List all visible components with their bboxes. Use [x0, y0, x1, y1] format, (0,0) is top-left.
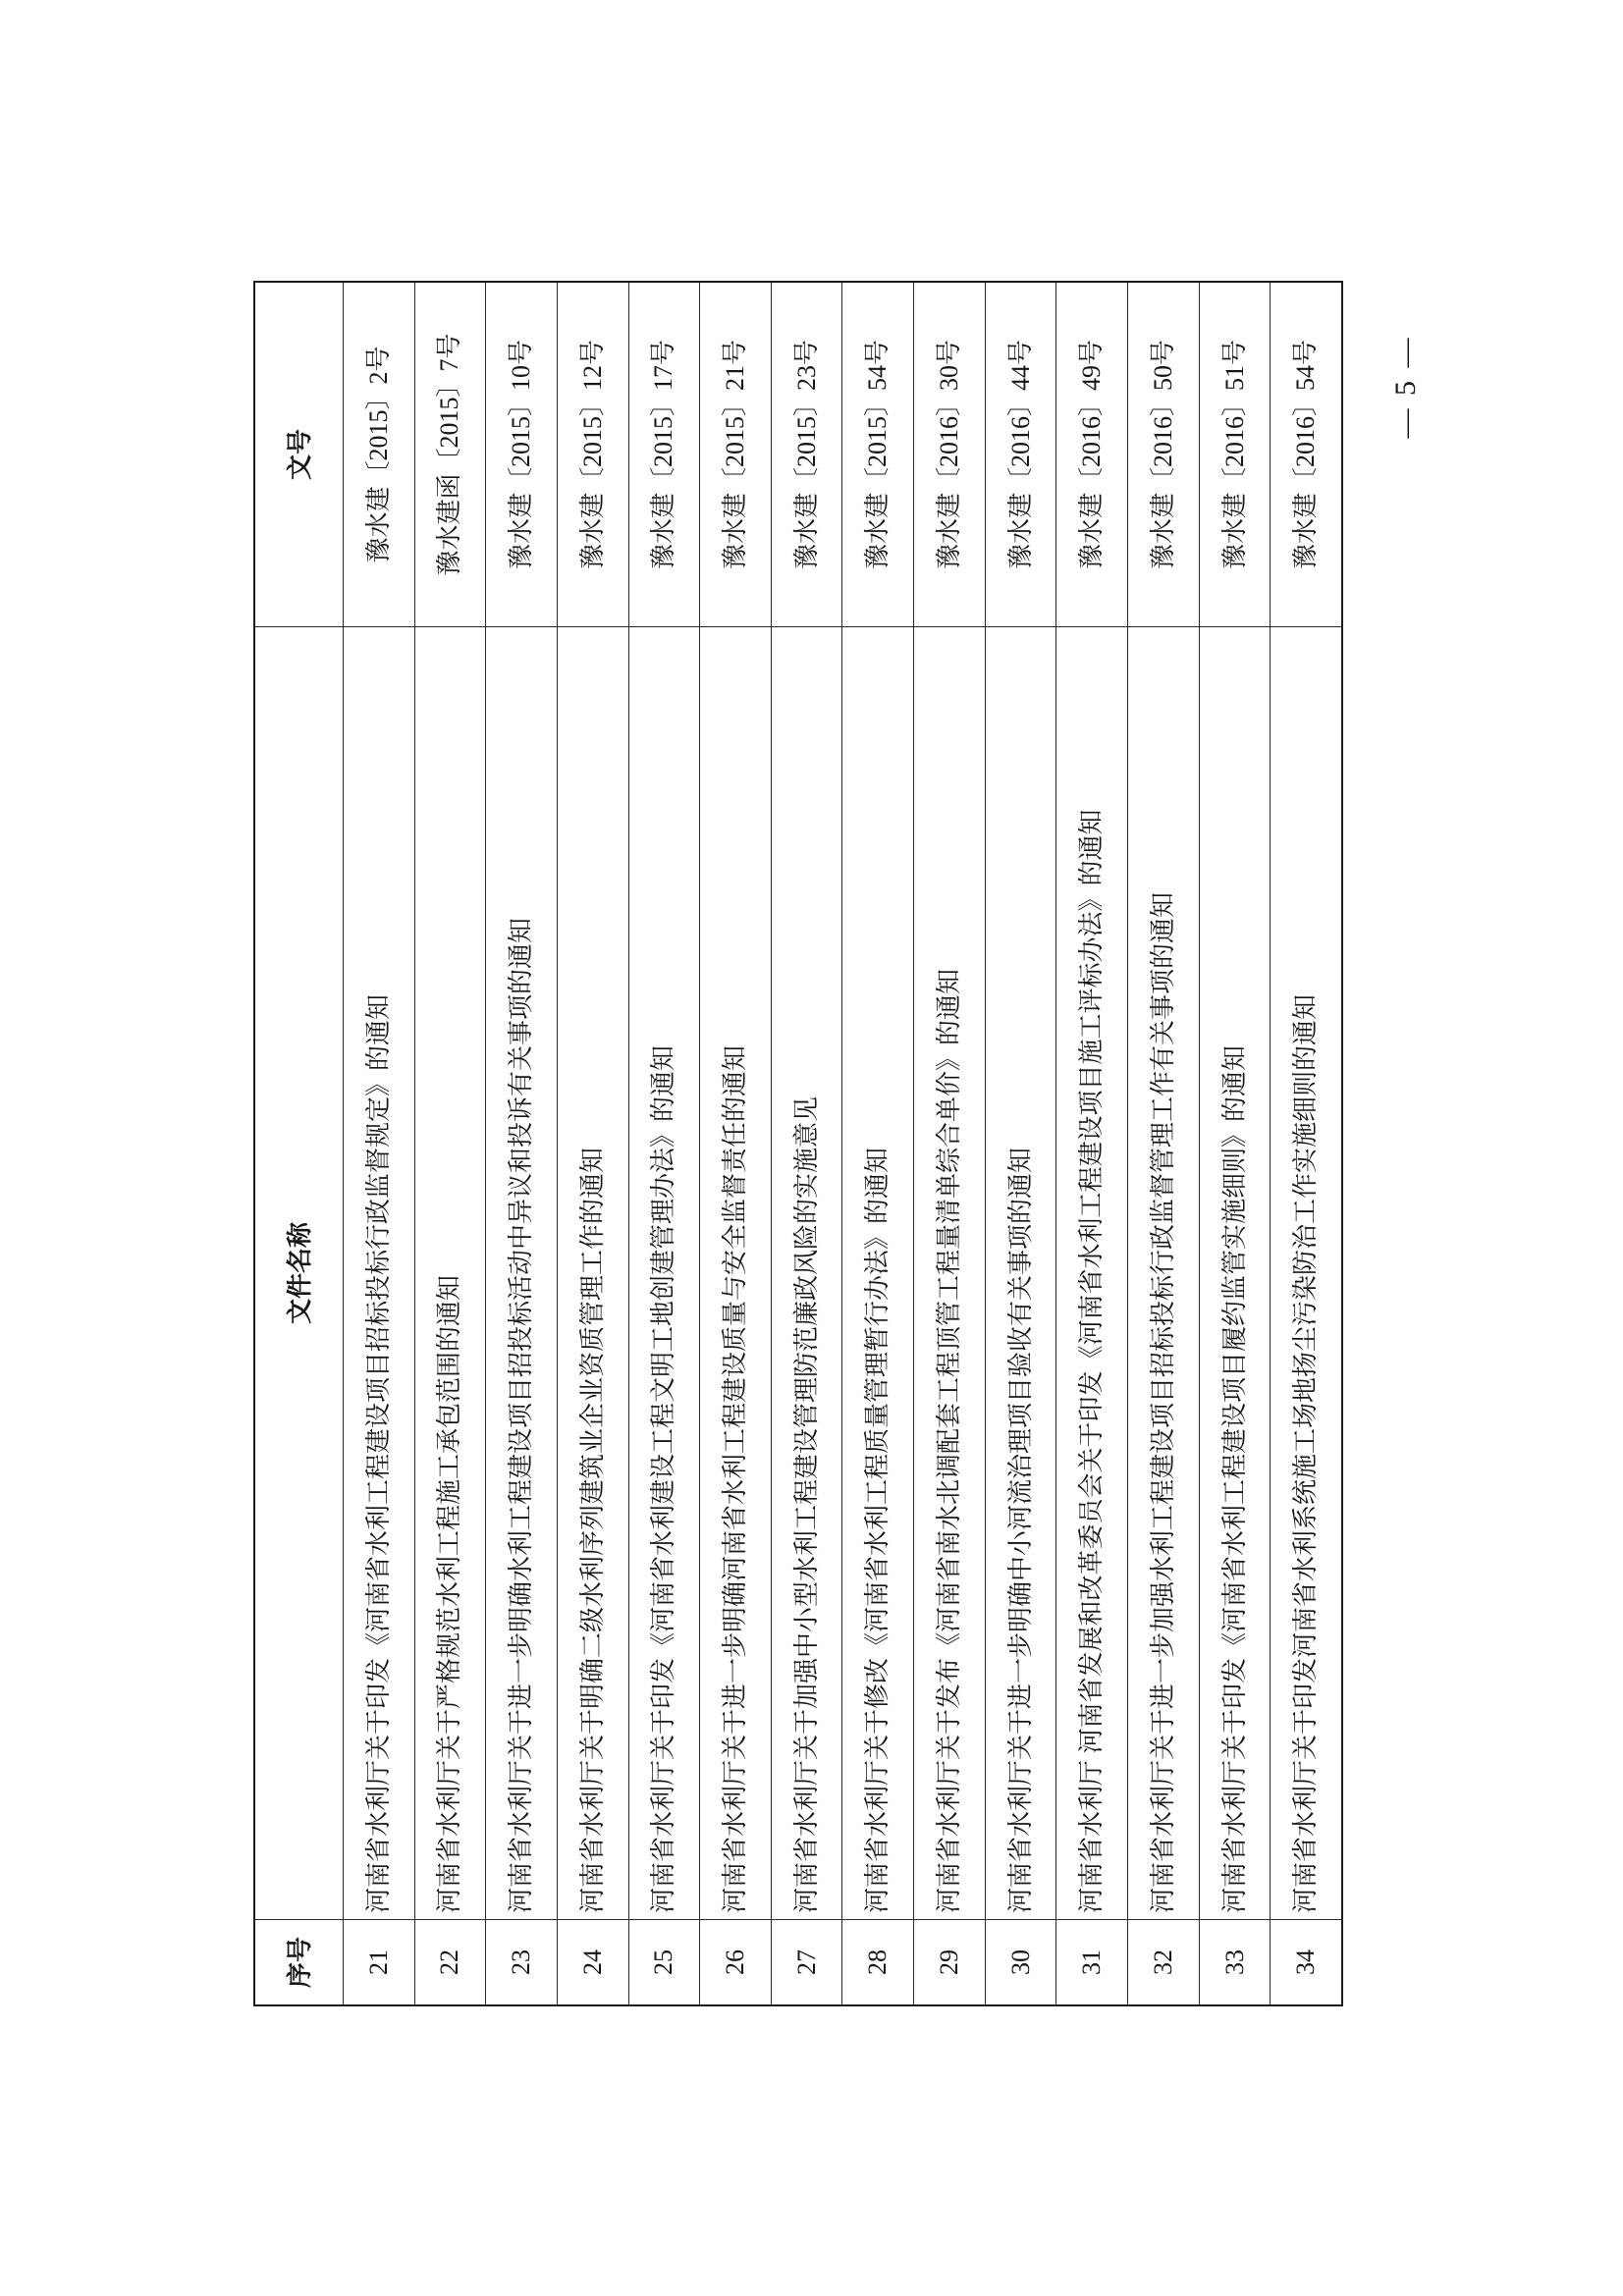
document-title: 河南省水利厅关于印发《河南省水利建设工程文明工地创建管理办法》的通知 — [629, 626, 700, 1919]
document-number: 豫水建〔2016〕51号 — [1219, 340, 1249, 570]
document-title: 河南省水利厅关于进一步加强水利工程建设项目招标投标行政监督管理工作有关事项的通知 — [1128, 626, 1199, 1919]
row-index: 21 — [344, 1919, 414, 2004]
table-row — [842, 283, 914, 2004]
row-index: 34 — [1271, 1919, 1341, 2004]
table-row — [344, 283, 415, 2004]
document-title: 河南省水利厅关于进一步明确水利工程建设项目招投标活动中异议和投诉有关事项的通知 — [486, 626, 557, 1919]
table-row — [1271, 283, 1341, 2004]
document-number: 豫水建〔2015〕54号 — [863, 340, 893, 570]
document-title: 河南省水利厅关于加强中小型水利工程建设管理防范廉政风险的实施意见 — [772, 626, 842, 1919]
page-number: — 5 — — [1389, 335, 1422, 439]
row-index: 32 — [1128, 1919, 1199, 2004]
table-row — [486, 283, 558, 2004]
row-index: 33 — [1200, 1919, 1271, 2004]
table-row — [772, 283, 843, 2004]
table-row — [986, 283, 1057, 2004]
document-table — [253, 281, 1343, 2006]
row-index: 30 — [986, 1919, 1056, 2004]
row-index: 26 — [700, 1919, 771, 2004]
table-frame — [253, 281, 1343, 2006]
document-title: 河南省水利厅关于修改《河南省水利工程质量管理暂行办法》的通知 — [842, 626, 913, 1919]
document-number: 豫水建〔2015〕21号 — [721, 340, 750, 570]
document-number: 豫水建〔2015〕12号 — [577, 340, 607, 570]
document-number: 豫水建〔2015〕10号 — [507, 340, 536, 570]
row-index: 23 — [486, 1919, 557, 2004]
row-index: 31 — [1056, 1919, 1127, 2004]
table-row — [1056, 283, 1128, 2004]
document-number: 豫水建〔2016〕54号 — [1291, 340, 1321, 570]
document-number: 豫水建函〔2015〕7号 — [435, 333, 464, 576]
table-row — [914, 283, 986, 2004]
table-row — [1128, 283, 1200, 2004]
document-title: 河南省水利厅关于印发河南省水利系统施工场地扬尘污染防治工作实施细则的通知 — [1271, 626, 1341, 1919]
document-title: 河南省水利厅关于发布《河南省南水北调配套工程顶管工程量清单综合单价》的通知 — [914, 626, 985, 1919]
table-row — [415, 283, 487, 2004]
table-row — [700, 283, 772, 2004]
document-number: 豫水建〔2016〕44号 — [1005, 340, 1035, 570]
row-index: 29 — [914, 1919, 985, 2004]
document-number: 豫水建〔2015〕17号 — [649, 340, 678, 570]
table-row — [1200, 283, 1271, 2004]
document-title: 河南省水利厅关于明确二级水利序列建筑业企业资质管理工作的通知 — [558, 626, 628, 1919]
header-document-number: 文号 — [284, 429, 314, 481]
table-row — [558, 283, 629, 2004]
row-index: 28 — [842, 1919, 913, 2004]
document-number: 豫水建〔2016〕50号 — [1148, 340, 1177, 570]
header-document-title: 文件名称 — [255, 626, 343, 1919]
header-index: 序号 — [255, 1919, 343, 2004]
row-index: 27 — [772, 1919, 842, 2004]
row-index: 24 — [558, 1919, 628, 2004]
row-index: 25 — [629, 1919, 700, 2004]
document-title: 河南省水利厅关于进一步明确河南省水利工程建设质量与安全监督责任的通知 — [700, 626, 771, 1919]
document-number: 豫水建〔2016〕30号 — [934, 340, 963, 570]
document-title: 河南省水利厅关于印发《河南省水利工程建设项目招标投标行政监督规定》的通知 — [344, 626, 414, 1919]
row-index: 22 — [415, 1919, 486, 2004]
document-number: 豫水建〔2015〕2号 — [363, 346, 393, 563]
table-header-row — [255, 283, 344, 2004]
table-row — [629, 283, 701, 2004]
document-title: 河南省水利厅关于严格规范水利工程施工承包范围的通知 — [415, 626, 486, 1919]
document-title: 河南省水利厅 河南省发展和改革委员会关于印发《河南省水利工程建设项目施工评标办法》的通知 — [1056, 626, 1127, 1919]
document-title: 河南省水利厅关于进一步明确中小河流治理项目验收有关事项的通知 — [986, 626, 1056, 1919]
document-number: 豫水建〔2016〕49号 — [1077, 340, 1107, 570]
document-number: 豫水建〔2015〕23号 — [791, 340, 821, 570]
document-title: 河南省水利厅关于印发《河南省水利工程建设项目履约监管实施细则》的通知 — [1200, 626, 1271, 1919]
